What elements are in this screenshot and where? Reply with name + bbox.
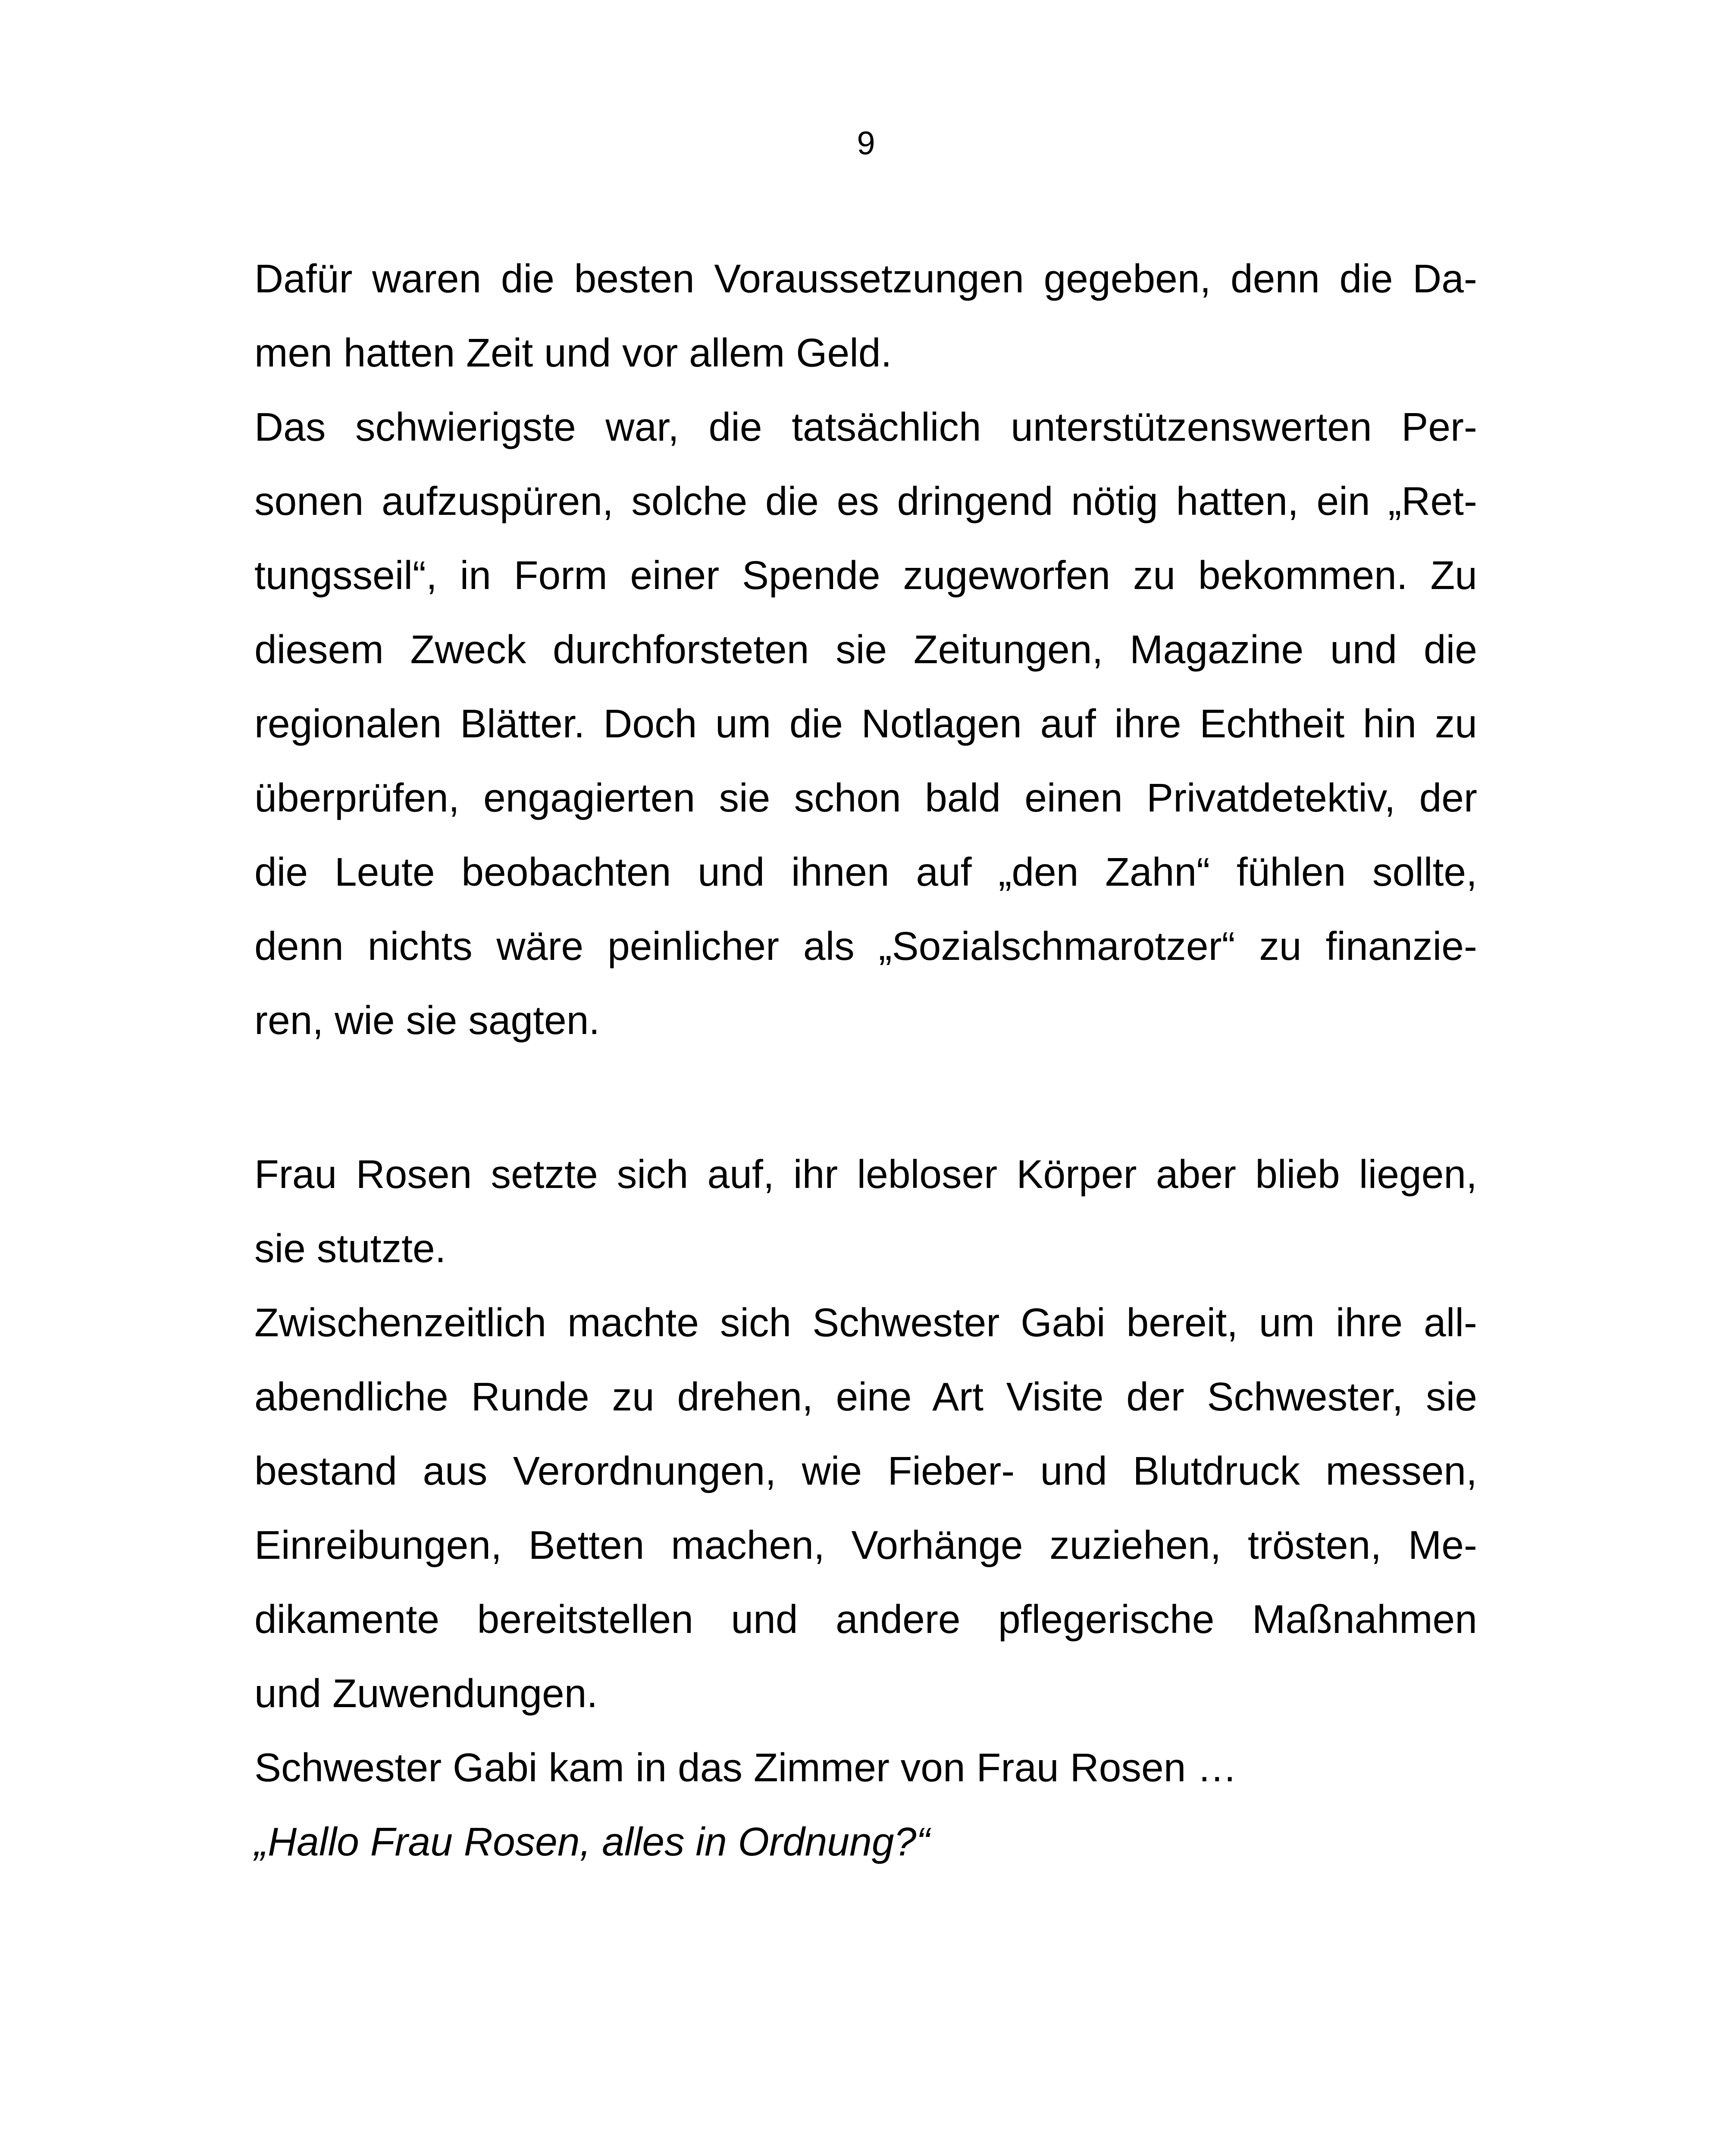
text-line: tungsseil“, in Form einer Spende zugeworfen zu bekommen. Zu	[254, 553, 1477, 598]
text-line: Dafür waren die besten Voraussetzungen gegeben, denn die Da-	[254, 256, 1477, 301]
text-line: Einreibungen, Betten machen, Vorhänge zuziehen, trösten, Me-	[254, 1523, 1477, 1567]
text-line: Frau Rosen setzte sich auf, ihr lebloser Körper aber blieb liegen,	[254, 1152, 1477, 1197]
dialogue-line: „Hallo Frau Rosen, alles in Ordnung?“	[254, 1819, 930, 1864]
text-line: die Leute beobachten und ihnen auf „den Zahn“ fühlen sollte,	[254, 849, 1477, 894]
paragraph-block-1	[254, 241, 1477, 1057]
page-number: 9	[857, 125, 875, 162]
text-line: bestand aus Verordnungen, wie Fieber- und Blutdruck messen,	[254, 1448, 1477, 1493]
text-line: diesem Zweck durchforsteten sie Zeitungen, Magazine und die	[254, 627, 1477, 672]
text-line: denn nichts wäre peinlicher als „Sozialschmarotzer“ zu finanzie-	[254, 924, 1477, 968]
text-line: ren, wie sie sagten.	[254, 998, 600, 1043]
text-line: abendliche Runde zu drehen, eine Art Visite der Schwester, sie	[254, 1374, 1477, 1419]
paragraph-block-2	[254, 1137, 1477, 1879]
text-line: sie stutzte.	[254, 1226, 446, 1271]
text-line: Zwischenzeitlich machte sich Schwester Gabi bereit, um ihre all-	[254, 1300, 1477, 1345]
text-line: men hatten Zeit und vor allem Geld.	[254, 330, 892, 375]
text-line: regionalen Blätter. Doch um die Notlagen auf ihre Echtheit hin zu	[254, 701, 1477, 746]
text-line: und Zuwendungen.	[254, 1671, 598, 1716]
text-line: sonen aufzuspüren, solche die es dringend nötig hatten, ein „Ret-	[254, 479, 1477, 523]
text-line: Schwester Gabi kam in das Zimmer von Frau Rosen …	[254, 1745, 1237, 1790]
text-line: Das schwierigste war, die tatsächlich unterstützenswerten Per-	[254, 404, 1477, 449]
text-line: dikamente bereitstellen und andere pflegerische Maßnahmen	[254, 1597, 1477, 1642]
text-line: überprüfen, engagierten sie schon bald einen Privatdetektiv, der	[254, 775, 1477, 820]
